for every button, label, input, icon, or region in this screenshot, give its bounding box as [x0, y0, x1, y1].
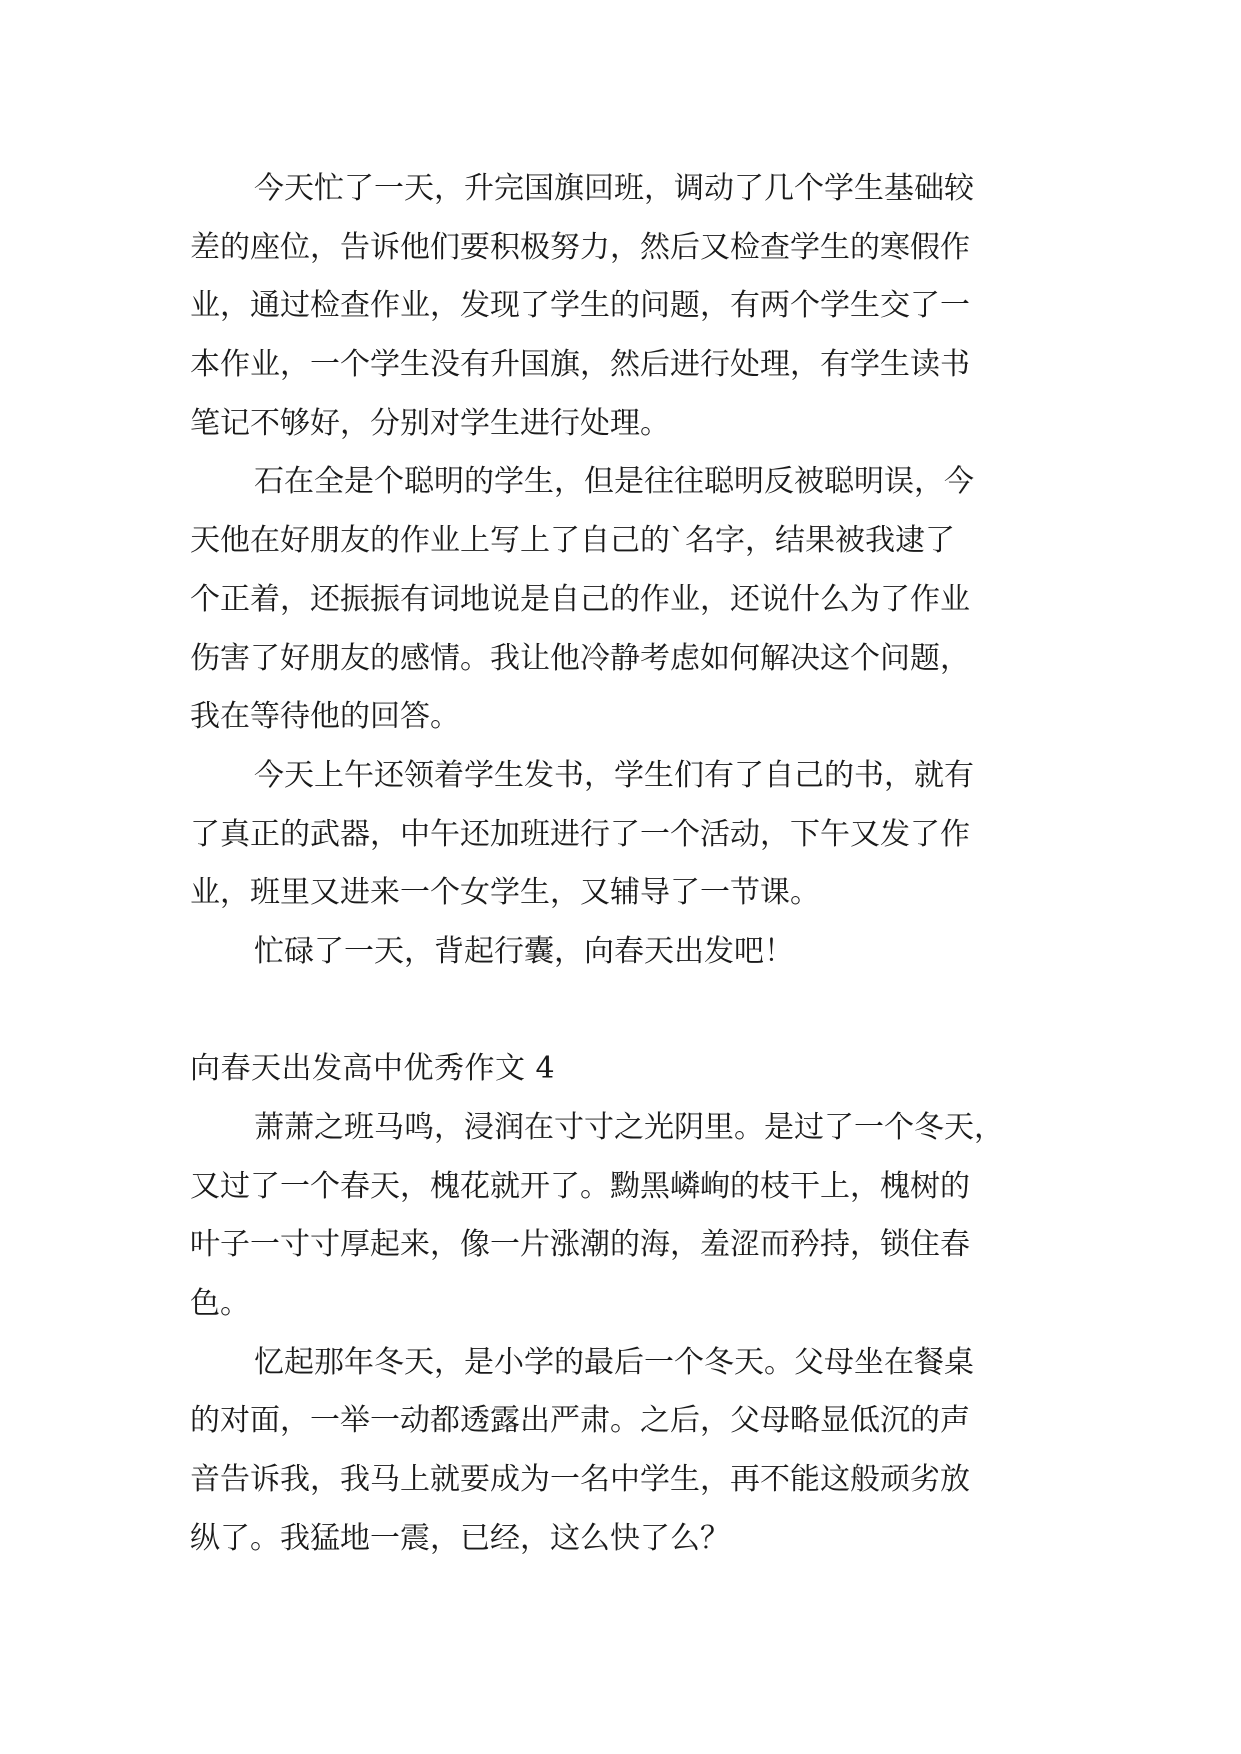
- paragraph-line: 忆起那年冬天，是小学的最后一个冬天。父母坐在餐桌: [254, 1344, 974, 1380]
- section-spacer: [190, 982, 1070, 1041]
- paragraph-line: 个正着，还振振有词地说是自己的作业，还说什么为了作业: [190, 581, 970, 617]
- section-heading: 向春天出发高中优秀作文 4: [190, 1051, 556, 1087]
- paragraph-line: 今天忙了一天，升完国旗回班，调动了几个学生基础较: [254, 171, 974, 206]
- paragraph-4: [190, 923, 1070, 982]
- paragraph-line: 业，通过检查作业，发现了学生的问题，有两个学生交了一: [190, 288, 970, 324]
- paragraph-line: 又过了一个春天，槐花就开了。黝黑嶙峋的枝干上，槐树的: [190, 1168, 970, 1204]
- paragraph-line: 音告诉我，我马上就要成为一名中学生，再不能这般顽劣放: [190, 1462, 970, 1498]
- paragraph-line: 的对面，一举一动都透露出严肃。之后，父母略显低沉的声: [190, 1403, 970, 1439]
- paragraph-line: 笔记不够好，分别对学生进行处理。: [190, 405, 670, 441]
- paragraph-2: [190, 453, 1070, 746]
- paragraph-line: 天他在好朋友的作业上写上了自己的`名字，结果被我逮了: [190, 523, 955, 559]
- paragraph-6: [190, 1334, 1070, 1569]
- paragraph-line: 了真正的武器，中午还加班进行了一个活动，下午又发了作: [190, 816, 970, 852]
- paragraph-3: [190, 747, 1070, 923]
- paragraph-5: [190, 1099, 1070, 1334]
- document-body: [190, 160, 1070, 1569]
- paragraph-line: 色。: [190, 1286, 250, 1322]
- paragraph-line: 纵了。我猛地一震，已经，这么快了么？: [190, 1520, 730, 1556]
- paragraph-line: 伤害了好朋友的感情。我让他冷静考虑如何解决这个问题，: [190, 640, 970, 676]
- paragraph-line: 萧萧之班马鸣，浸润在寸寸之光阴里。是过了一个冬天，: [254, 1110, 1004, 1145]
- paragraph-line: 石在全是个聪明的学生，但是往往聪明反被聪明误，今: [254, 464, 974, 500]
- paragraph-line: 忙碌了一天，背起行囊，向春天出发吧！: [254, 933, 794, 969]
- paragraph-line: 今天上午还领着学生发书，学生们有了自己的书，就有: [254, 757, 974, 793]
- paragraph-line: 差的座位，告诉他们要积极努力，然后又检查学生的寒假作: [190, 229, 970, 265]
- paragraph-1: [190, 160, 1070, 453]
- paragraph-line: 业，班里又进来一个女学生，又辅导了一节课。: [190, 875, 820, 911]
- paragraph-line: 我在等待他的回答。: [190, 699, 460, 735]
- paragraph-line: 叶子一寸寸厚起来，像一片涨潮的海，羞涩而矜持，锁住春: [190, 1227, 970, 1263]
- paragraph-line: 本作业，一个学生没有升国旗，然后进行处理，有学生读书: [190, 347, 970, 383]
